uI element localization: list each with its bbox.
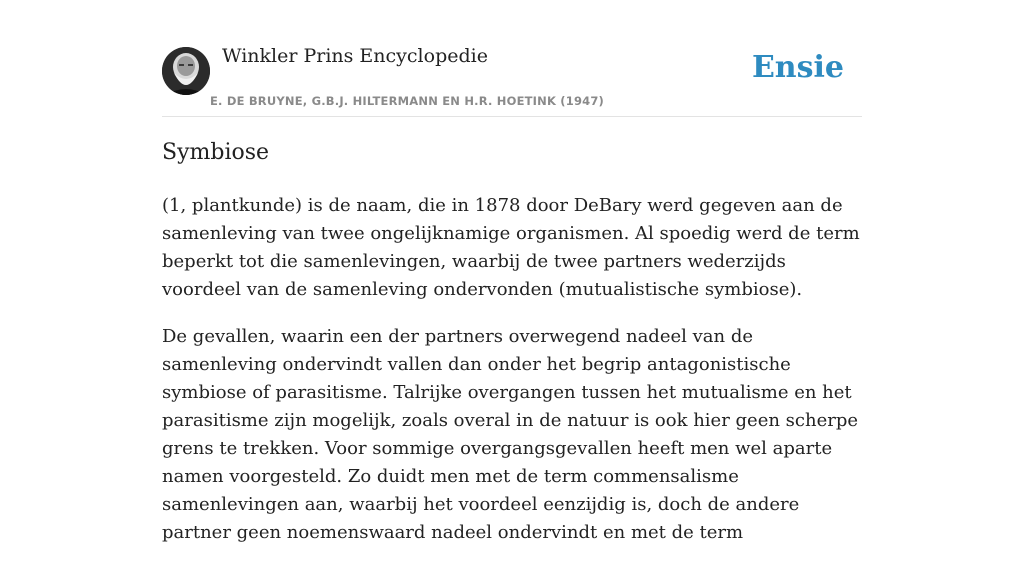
author-avatar[interactable] bbox=[162, 47, 210, 95]
article-title: Symbiose bbox=[162, 140, 270, 165]
article-body bbox=[162, 192, 862, 566]
brand-logo[interactable]: Ensie bbox=[751, 50, 844, 85]
paragraph: (1, plantkunde) is de naam, die in 1878 door DeBary werd gegeven aan de samenleving van twee ongelijknamige organismen. Al spoedig werd de term beperkt tot die samenlevingen, waarbij de twee partners wederzijds voordeel van de samenleving ondervonden (mutualistische symbiose). bbox=[162, 195, 860, 300]
site-title[interactable]: Winkler Prins Encyclopedie bbox=[222, 45, 488, 67]
portrait-icon bbox=[162, 47, 210, 95]
page bbox=[162, 0, 862, 543]
header bbox=[162, 0, 862, 117]
authors-line: E. DE BRUYNE, G.B.J. HILTERMANN EN H.R. HOETINK (1947) bbox=[210, 94, 605, 108]
paragraph: De gevallen, waarin een der partners overwegend nadeel van de samenleving ondervindt vallen dan onder het begrip antagonistische symbiose of parasitisme. Talrijke overgangen tussen het mutualisme en het parasitisme zijn mogelijk, zoals overal in de natuur is ook hier geen scherpe grens te trekken. Voor sommige overgangsgevallen heeft men wel aparte namen voorgesteld. Zo duidt men met de term commensalisme samenlevingen aan, waarbij het voordeel eenzijdig is, doch de andere partner geen noemenswaard nadeel ondervindt en met de term bbox=[162, 326, 859, 543]
